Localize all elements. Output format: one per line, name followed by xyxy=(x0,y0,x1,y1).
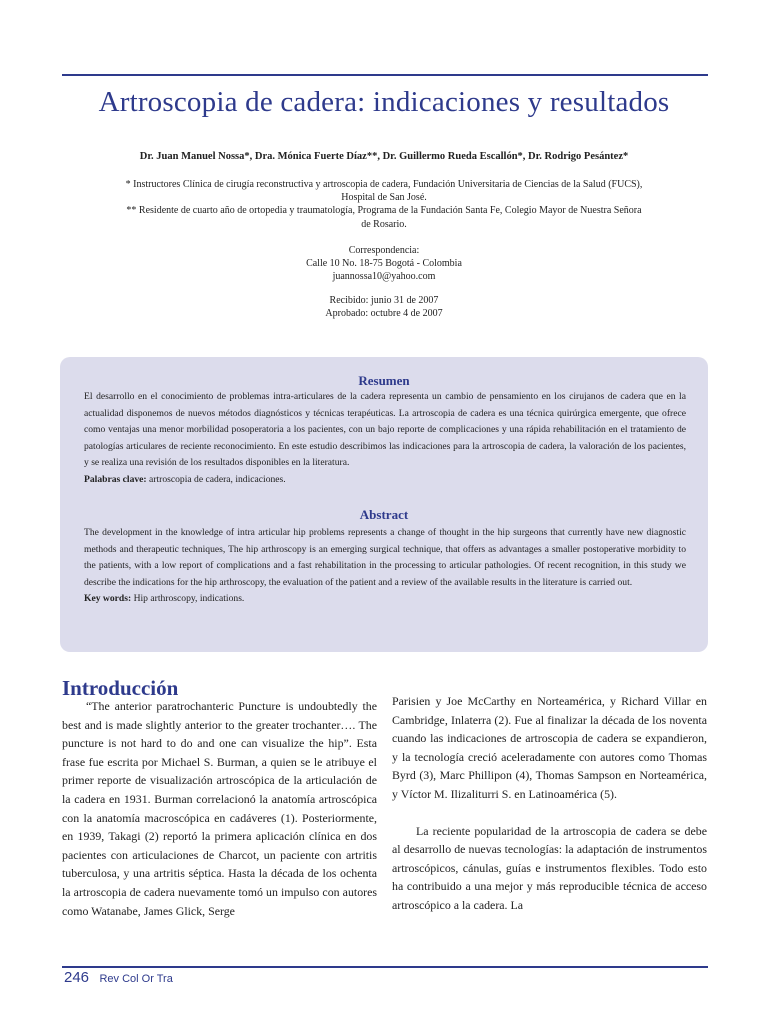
resumen-body: El desarrollo en el conocimiento de problemas intra-articulares de la cadera representa un cambio de pensamiento en los cirujanos de cadera que en la actualidad disponemos de nuevos métodos diagnósticos y técnicas terapéuticas. La artroscopia de cadera es una técnica quirúrgica emergente, que ofrece como ventajas una menor morbilidad posoperatoria a los pacientes, con un bajo reporte de complicaciones y una rápida rehabilitación en el tratamiento de patologías articulares de reciente reconocimiento. En este estudio describimos las indicaciones para la artroscopia de cadera, la valoración de los pacientes, y se realiza una revisión de los resultados disponibles en la literatura. xyxy=(84,391,686,469)
correspondence xyxy=(80,244,688,284)
summary-box xyxy=(60,357,708,652)
introduction-heading: Introducción xyxy=(62,676,179,700)
page-number: 246 xyxy=(64,969,90,986)
left-column xyxy=(62,697,377,920)
right-column xyxy=(392,692,707,915)
correspondence-email[interactable]: juannossa10@yahoo.com xyxy=(332,271,436,283)
abstract-text xyxy=(84,525,686,608)
intro-paragraph-continued: Parisien y Joe McCarthy en Norteamérica, y Richard Villar en Cambridge, Inlaterra (2). Fue al finalizar la década de los noventa cuando las indicaciones de artroscopia de cadera se expandieron, y la tecnología creció aceleradamente con autores como Thomas Byrd (3), Marc Phillipon (4), Thomas Sampson en Norteamérica, y Víctor M. Ilizaliturri S. en Latinoamérica (5). xyxy=(392,694,707,801)
correspondence-address: Calle 10 No. 18-75 Bogotá - Colombia xyxy=(306,258,462,270)
affiliation-line: * Instructores Clínica de cirugía reconstructiva y artroscopia de cadera, Fundación Universitaria de Ciencias de la Salud (FUCS), xyxy=(125,179,643,190)
intro-paragraph: La reciente popularidad de la artroscopia de cadera se debe al desarrollo de nuevas tecnologías: la adaptación de instrumentos artroscópicos, cánulas, guías e instrumentos flexibles. Todo esto ha contribuido a una mejor y más reproducible técnica de acceso artroscópico a la cadera. La xyxy=(392,823,707,912)
resumen-heading: Resumen xyxy=(358,373,410,388)
affiliation-line: de Rosario. xyxy=(361,218,407,230)
resumen-text xyxy=(84,389,686,489)
abstract-keywords-label: Key words: xyxy=(84,593,132,605)
article-title: Artroscopia de cadera: indicaciones y resultados xyxy=(98,86,670,118)
abstract-body: The development in the knowledge of intra articular hip problems represents a change of thought in the hip surgeons that currently have new diagnostic methods and therapeutic techniques, The hip arthroscopy is an emerging surgical technique, that offers as advantages a smaller postoperative morbidity to the patients, with a low report of complications and a fast rehabilitation in the processing to articular pathologies. Of recent recognition, in this study we describe the indications for the hip arthroscopy, the evaluation of the patient and a review of the available results in the literature is carried out. xyxy=(84,527,686,588)
abstract-heading: Abstract xyxy=(359,507,409,522)
received-date: Recibido: junio 31 de 2007 xyxy=(329,295,439,306)
abstract-keywords: Hip arthroscopy, indications. xyxy=(133,593,245,605)
resumen-keywords: artroscopia de cadera, indicaciones. xyxy=(149,473,286,485)
author-list: Dr. Juan Manuel Nossa*, Dra. Mónica Fuerte Díaz**, Dr. Guillermo Rueda Escallón*, Dr. Rodrigo Pesántez* xyxy=(139,151,629,162)
affiliations xyxy=(80,178,688,231)
affiliation-line: ** Residente de cuarto año de ortopedia y traumatología, Programa de la Fundación Santa Fe, Colegio Mayor de Nuestra Señora xyxy=(126,205,642,217)
correspondence-label: Correspondencia: xyxy=(348,245,420,256)
page-footer xyxy=(64,969,173,987)
journal-name: Rev Col Or Tra xyxy=(99,973,173,985)
intro-paragraph: “The anterior paratrochanteric Puncture is undoubtedly the best and is made slightly anterior to the greater trochanter…. The puncture is not hard to do and one can visualize the hip”. Esta frase fue escrita por Michael S. Burman, a quien se le atribuye el primer reporte de visualización artroscópica de la articulación de la cadera en 1931. Burman correlacionó la anatomía artroscópica con la anatomía macroscópica en cadáveres (1). Posteriormente, en 1939, Takagi (2) reportó la primera aplicación clínica en dos pacientes con articulaciones de Charcot, un paciente con artritis tuberculosa, y una artritis séptica. Hasta la década de los ochenta la artroscopia de cadera nuevamente tomó un impulso con autores como Watanabe, James Glick, Serge xyxy=(62,699,377,918)
approved-date: Aprobado: octubre 4 de 2007 xyxy=(325,308,443,320)
resumen-keywords-label: Palabras clave: xyxy=(84,473,147,485)
affiliation-line: Hospital de San José. xyxy=(341,192,427,204)
top-rule xyxy=(62,74,708,76)
dates xyxy=(80,294,688,320)
footer-rule xyxy=(62,966,708,968)
